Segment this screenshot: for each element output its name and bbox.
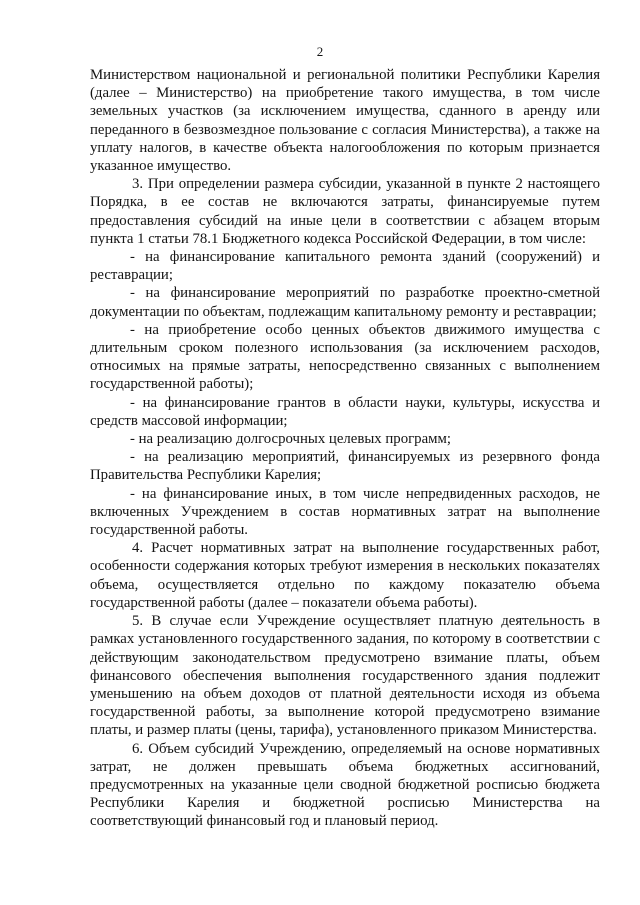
list-item-capital-repair: - на финансирование капитального ремонта зданий (сооружений) и реставрации; [90, 249, 600, 284]
paragraph-clause-5: 5. В случае если Учреждение осуществляет платную деятельность в рамках установленного государственного задания, по которому в соответствии с действующим законодательством предусмотрено взимание платы, объем финансового обеспечения выполнения государственного здания подлежит уменьшению на объем доходов от платной деятельности исходя из объема государственной работы, за выполнение которой предусмотрено взимание платы, и размер платы (цены, тарифа), установленного приказом Министерства. [90, 613, 600, 739]
paragraph-clause-6: 6. Объем субсидий Учреждению, определяемый на основе нормативных затрат, не должен превышать объема бюджетных ассигнований, предусмотренных на указанные цели сводной бюджетной росписью бюджета Республики Карелия и бюджетной росписью Министерства на соответствующий финансовый год и плановый период. [90, 740, 600, 830]
list-item-reserve-fund: - на реализацию мероприятий, финансируемых из резервного фонда Правительства Республики Карелия; [90, 449, 600, 484]
document-body [90, 66, 600, 831]
list-item-other-expenses: - на финансирование иных, в том числе непредвиденных расходов, не включенных Учреждением в состав нормативных затрат на выполнение государственной работы. [90, 485, 600, 539]
paragraph-continuation: Министерством национальной и региональной политики Республики Карелия (далее – Министерство) на приобретение такого имущества, в том числе земельных участков (за исключением имущества, сданного в аренду или переданного в безвозмездное пользование с согласия Министерства), а также на уплату налогов, в качестве объекта налогообложения по которым признается указанное имущество. [90, 67, 600, 175]
list-item-design-documentation: - на финансирование мероприятий по разработке проектно-сметной документации по объектам, подлежащим капитальному ремонту и реставрации; [90, 285, 600, 320]
paragraph-clause-4: 4. Расчет нормативных затрат на выполнение государственных работ, особенности содержания которых требуют измерения в нескольких показателях объема, осуществляется отдельно по каждому показателю объема государственной работы (далее – показатели объема работы). [90, 540, 600, 611]
list-item-valuable-property: - на приобретение особо ценных объектов движимого имущества с длительным сроком полезного использования (за исключением расходов, относимых на прямые затраты, непосредственно связанных с выполнением государственной работы); [90, 321, 600, 393]
list-item-target-programs: - на реализацию долгосрочных целевых программ; [130, 431, 451, 448]
page-number: 2 [316, 44, 324, 59]
paragraph-clause-3: 3. При определении размера субсидии, указанной в пункте 2 настоящего Порядка, в ее состав не включаются затраты, финансируемые путем предоставления субсидий на иные цели в соответствии с абзацем вторым пункта 1 статьи 78.1 Бюджетного кодекса Российской Федерации, в том числе: [90, 176, 600, 247]
list-item-grants: - на финансирование грантов в области науки, культуры, искусства и средств массовой информации; [90, 394, 600, 429]
